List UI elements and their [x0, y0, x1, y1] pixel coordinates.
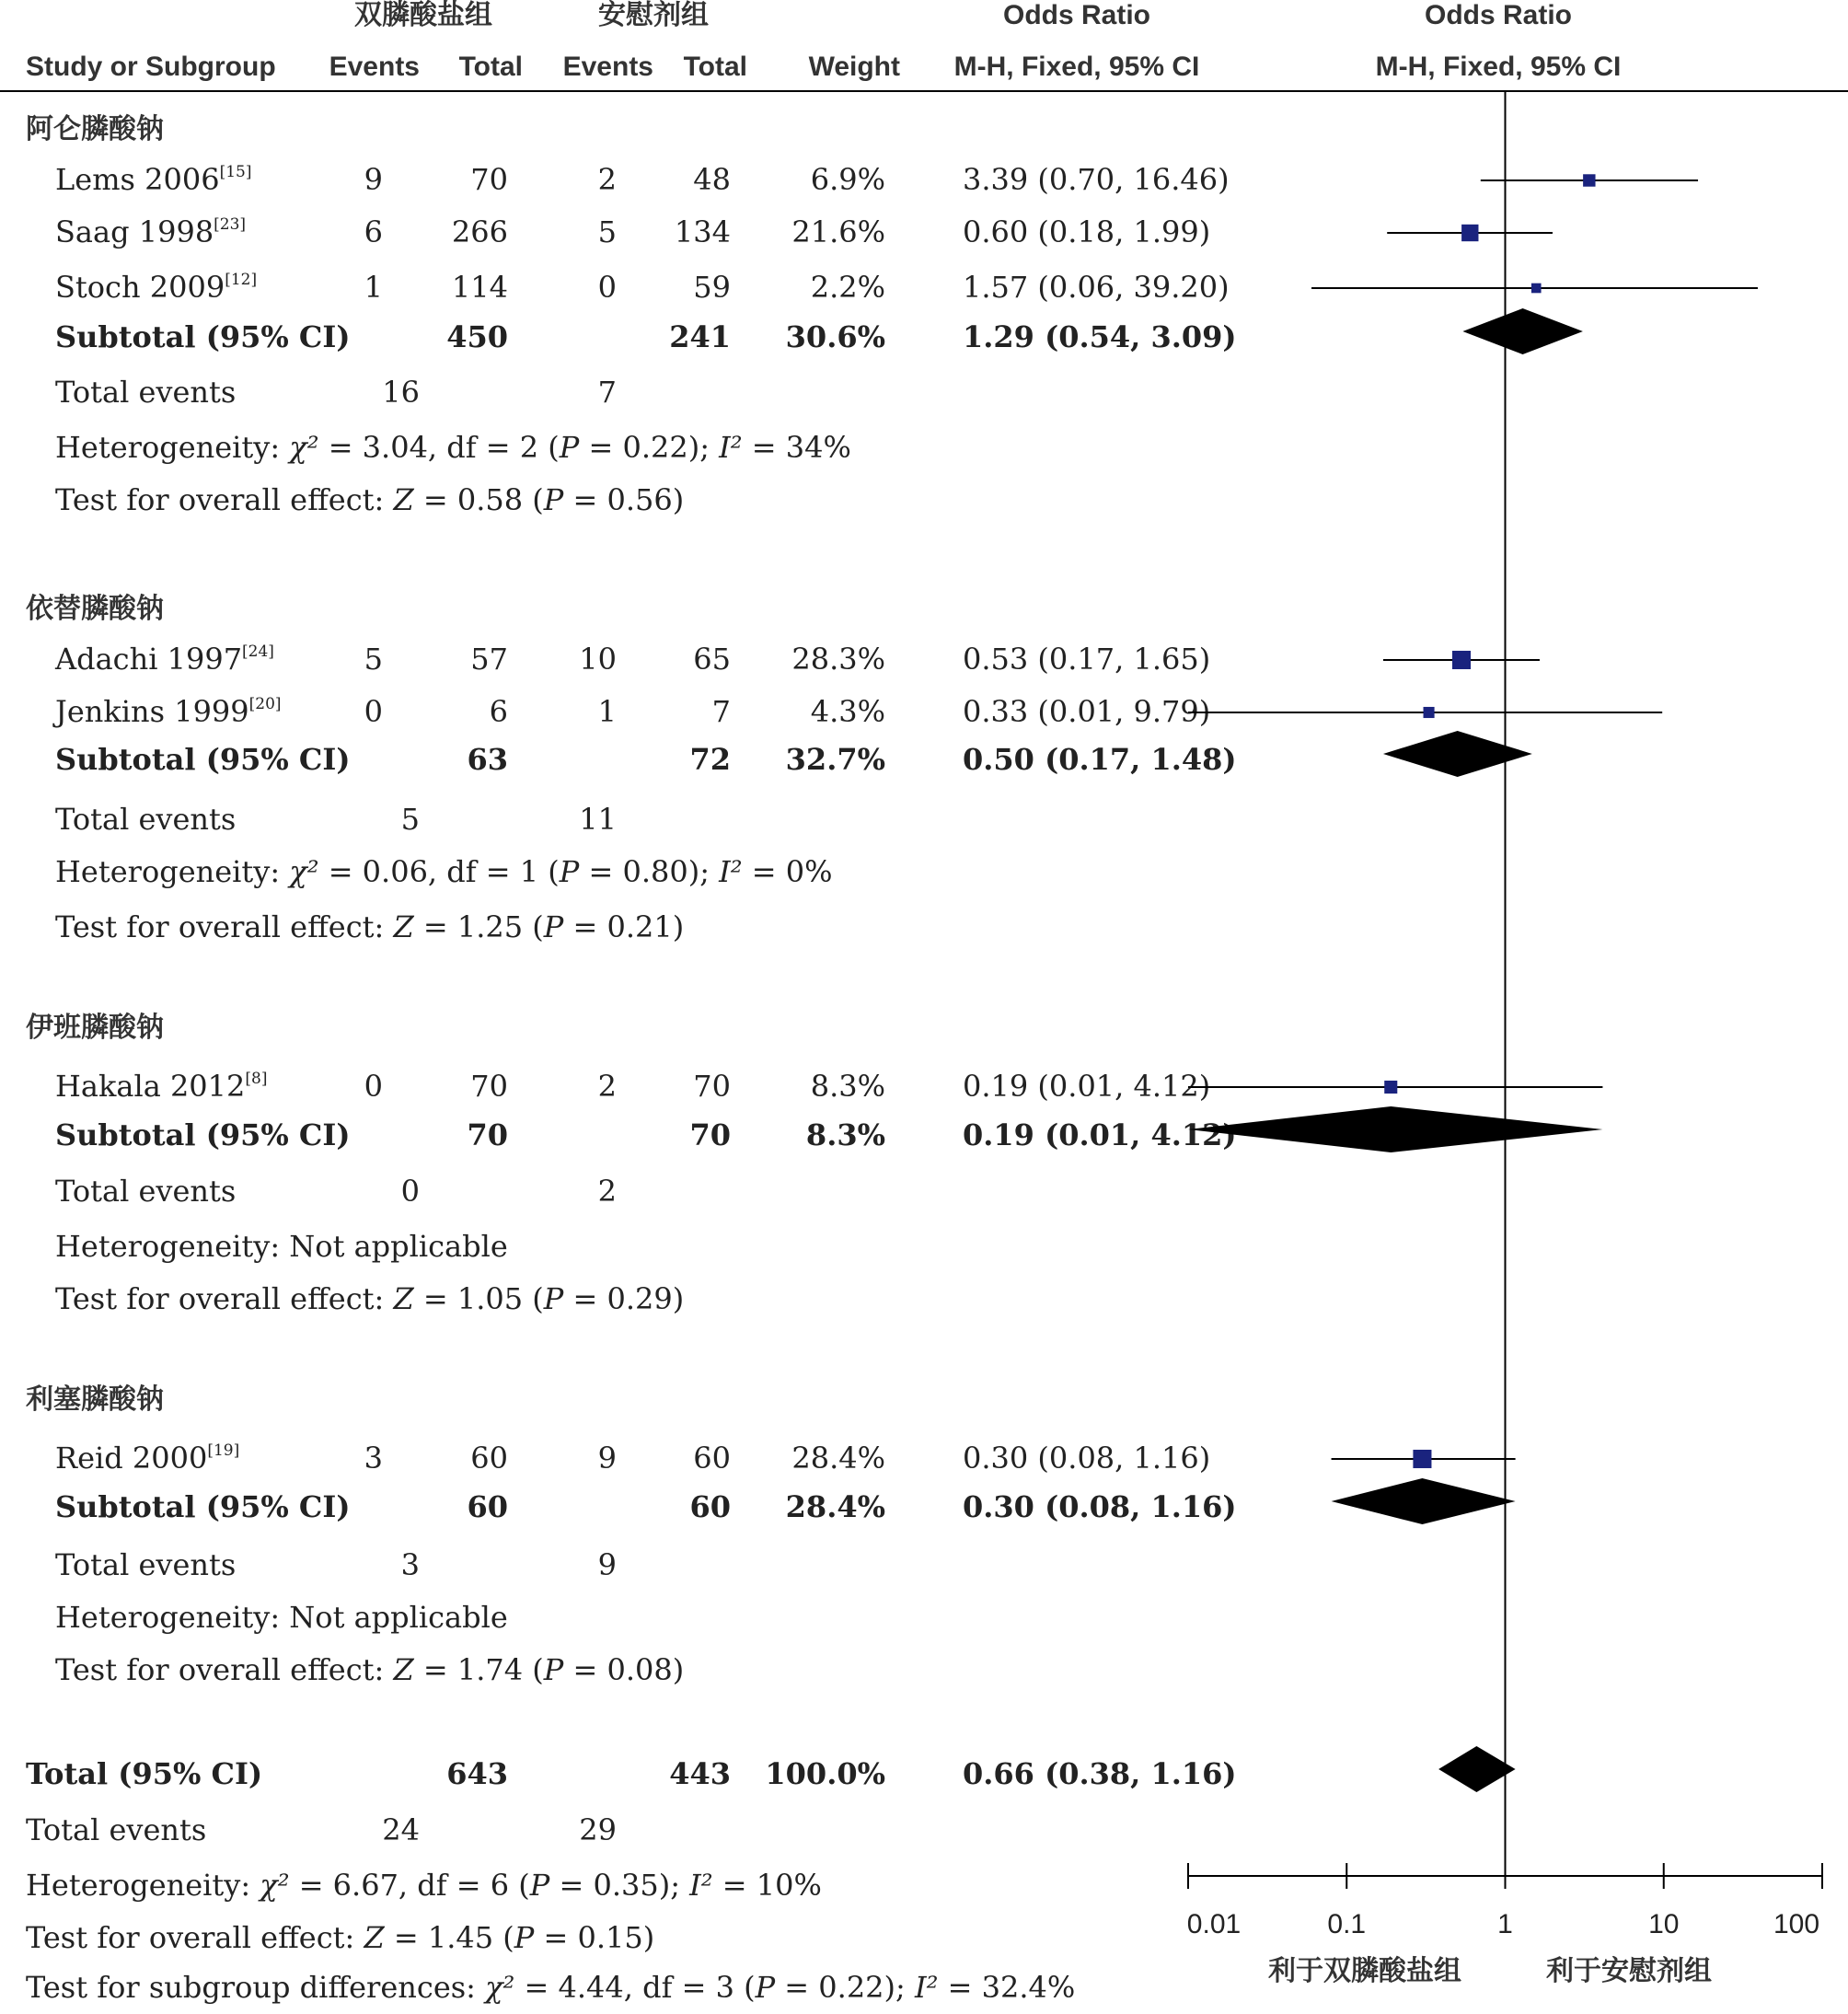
- axis-tick-label: 0.01: [1186, 1909, 1242, 1939]
- total-2: 60: [693, 1441, 731, 1476]
- overall-total-events-label: Total events: [26, 1812, 207, 1847]
- study-name: Saag 1998[23]: [55, 214, 247, 249]
- or-ci-text: 1.57 (0.06, 39.20): [963, 270, 1230, 305]
- study-reference: [19]: [207, 1441, 240, 1460]
- axis-tick-label: 0.1: [1327, 1909, 1367, 1939]
- events-2: 9: [597, 1441, 617, 1476]
- events-1: 6: [364, 214, 383, 249]
- subtotal-diamond: [1383, 731, 1532, 777]
- heterogeneity-text: Heterogeneity: Not applicable: [55, 1229, 508, 1264]
- subtotal-label: Subtotal (95% CI): [55, 1117, 351, 1152]
- heterogeneity-text: Heterogeneity: χ² = 3.04, df = 2 (P = 0.22); I² = 34%: [55, 430, 851, 465]
- subtotal-total-2: 241: [669, 319, 731, 354]
- total-events-1: 0: [400, 1174, 420, 1209]
- study-name: Reid 2000[19]: [55, 1441, 240, 1476]
- events-1: 9: [364, 162, 383, 197]
- events-2: 5: [597, 214, 617, 249]
- total-events-label: Total events: [55, 1547, 237, 1582]
- study-name: Jenkins 1999[20]: [55, 694, 282, 729]
- events-1: 0: [364, 694, 383, 729]
- total-events-label: Total events: [55, 375, 237, 410]
- total-1: 70: [470, 1069, 508, 1104]
- study-name: Stoch 2009[12]: [55, 270, 258, 305]
- study-reference: [20]: [248, 695, 282, 713]
- total-total-1: 643: [446, 1756, 508, 1791]
- overall-total-events-2: 29: [579, 1812, 617, 1847]
- overall-effect-text: Test for overall effect: Z = 0.58 (P = 0.56): [55, 482, 685, 517]
- subtotal-total-2: 60: [689, 1489, 731, 1524]
- study-col-header: Study or Subgroup: [26, 52, 276, 82]
- total-events-1: 16: [382, 375, 420, 410]
- group2-header: 安慰剂组: [598, 0, 709, 30]
- subtotal-weight: 30.6%: [785, 319, 885, 354]
- subtotal-or-ci: 0.50 (0.17, 1.48): [963, 742, 1237, 777]
- total-events-1: 5: [400, 802, 420, 837]
- total-1: 70: [470, 162, 508, 197]
- events1-header: Events: [329, 52, 420, 82]
- total-total-2: 443: [669, 1756, 731, 1791]
- events-1: 0: [364, 1069, 383, 1104]
- heterogeneity-text: Heterogeneity: χ² = 0.06, df = 1 (P = 0.80); I² = 0%: [55, 854, 833, 889]
- subgroup-differences: Test for subgroup differences: χ² = 4.44, df = 3 (P = 0.22); I² = 32.4%: [26, 1970, 1076, 2005]
- axis-tick-label: 100: [1773, 1909, 1820, 1939]
- subtotal-weight: 8.3%: [805, 1117, 885, 1152]
- total-1: 114: [451, 270, 508, 305]
- or-ci-text: 0.60 (0.18, 1.99): [963, 214, 1211, 249]
- subgroup-heading: 利塞膦酸钠: [26, 1384, 164, 1415]
- weight: 2.2%: [810, 270, 885, 305]
- subtotal-weight: 32.7%: [785, 742, 885, 777]
- subtotal-or-ci: 1.29 (0.54, 3.09): [963, 319, 1237, 354]
- weight: 6.9%: [810, 162, 885, 197]
- total1-header: Total: [458, 52, 523, 82]
- or-method-left: M-H, Fixed, 95% CI: [953, 52, 1200, 82]
- total-events-1: 3: [400, 1547, 420, 1582]
- total-events-2: 2: [597, 1174, 617, 1209]
- or-method-right: M-H, Fixed, 95% CI: [1375, 52, 1622, 82]
- events-2: 10: [579, 642, 617, 677]
- total-1: 266: [451, 214, 508, 249]
- study-box: [1452, 651, 1471, 669]
- overall-total-events-1: 24: [382, 1812, 420, 1847]
- events-2: 1: [597, 694, 617, 729]
- weight: 28.3%: [791, 642, 885, 677]
- subtotal-or-ci: 0.19 (0.01, 4.12): [963, 1117, 1237, 1152]
- subgroup-heading: 依替膦酸钠: [26, 594, 164, 624]
- total-weight: 100.0%: [765, 1756, 885, 1791]
- subtotal-label: Subtotal (95% CI): [55, 1489, 351, 1524]
- total-2: 134: [674, 214, 731, 249]
- subtotal-total-1: 63: [467, 742, 508, 777]
- total-2: 7: [711, 694, 731, 729]
- weight: 28.4%: [791, 1441, 885, 1476]
- subtotal-label: Subtotal (95% CI): [55, 742, 351, 777]
- or-ci-text: 0.19 (0.01, 4.12): [963, 1069, 1211, 1104]
- or-ci-text: 0.53 (0.17, 1.65): [963, 642, 1211, 677]
- total-events-2: 9: [597, 1547, 617, 1582]
- study-reference: [23]: [214, 215, 247, 234]
- group1-header: 双膦酸盐组: [354, 0, 492, 30]
- study-box: [1461, 225, 1478, 241]
- study-reference: [15]: [219, 163, 252, 181]
- overall-effect-text: Test for overall effect: Z = 1.05 (P = 0.29): [55, 1281, 685, 1316]
- weight-header: Weight: [808, 52, 900, 82]
- subtotal-total-1: 60: [467, 1489, 508, 1524]
- heterogeneity-text: Heterogeneity: Not applicable: [55, 1600, 508, 1635]
- study-box: [1424, 707, 1435, 718]
- subtotal-weight: 28.4%: [785, 1489, 885, 1524]
- axis-tick-label: 1: [1497, 1909, 1513, 1939]
- study-reference: [12]: [225, 271, 258, 289]
- weight: 4.3%: [810, 694, 885, 729]
- total-1: 60: [470, 1441, 508, 1476]
- total-events-2: 11: [579, 802, 617, 837]
- total-or-ci: 0.66 (0.38, 1.16): [963, 1756, 1237, 1791]
- events-2: 2: [597, 1069, 617, 1104]
- study-name: Adachi 1997[24]: [55, 642, 274, 677]
- total-2: 59: [693, 270, 731, 305]
- total-events-label: Total events: [55, 802, 237, 837]
- total-1: 57: [470, 642, 508, 677]
- total-2: 70: [693, 1069, 731, 1104]
- study-box: [1413, 1450, 1431, 1468]
- events-2: 0: [597, 270, 617, 305]
- total-1: 6: [489, 694, 508, 729]
- favours-left-label: 利于双膦酸盐组: [1268, 1956, 1461, 1986]
- total-events-2: 7: [597, 375, 617, 410]
- subgroup-heading: 阿仑膦酸钠: [26, 114, 164, 145]
- subtotal-label: Subtotal (95% CI): [55, 319, 351, 354]
- events-2: 2: [597, 162, 617, 197]
- subtotal-diamond: [1462, 308, 1582, 354]
- subtotal-diamond: [1332, 1478, 1516, 1524]
- study-box: [1531, 284, 1542, 294]
- or-title-right: Odds Ratio: [1424, 0, 1573, 30]
- subtotal-total-1: 450: [446, 319, 508, 354]
- study-box: [1583, 174, 1595, 186]
- overall-effect-text: Test for overall effect: Z = 1.74 (P = 0.08): [55, 1652, 685, 1687]
- or-ci-text: 0.30 (0.08, 1.16): [963, 1441, 1211, 1476]
- or-ci-text: 3.39 (0.70, 16.46): [963, 162, 1230, 197]
- axis-tick-label: 10: [1648, 1909, 1680, 1939]
- or-title-left: Odds Ratio: [1002, 0, 1151, 30]
- study-reference: [8]: [245, 1070, 268, 1088]
- or-ci-text: 0.33 (0.01, 9.79): [963, 694, 1211, 729]
- study-box: [1384, 1081, 1397, 1094]
- study-reference: [24]: [242, 642, 274, 661]
- study-name: Lems 2006[15]: [55, 162, 252, 197]
- total-label: Total (95% CI): [26, 1756, 263, 1791]
- overall-heterogeneity: Heterogeneity: χ² = 6.67, df = 6 (P = 0.35); I² = 10%: [26, 1868, 822, 1903]
- subtotal-total-2: 72: [689, 742, 731, 777]
- subgroup-heading: 伊班膦酸钠: [26, 1013, 164, 1043]
- overall-effect-text: Test for overall effect: Z = 1.25 (P = 0.21): [55, 909, 685, 944]
- subtotal-total-1: 70: [467, 1117, 508, 1152]
- total-diamond: [1438, 1746, 1515, 1792]
- events-1: 5: [364, 642, 383, 677]
- events-1: 3: [364, 1441, 383, 1476]
- subtotal-or-ci: 0.30 (0.08, 1.16): [963, 1489, 1237, 1524]
- weight: 8.3%: [810, 1069, 885, 1104]
- total-events-label: Total events: [55, 1174, 237, 1209]
- total-2: 48: [693, 162, 731, 197]
- events-1: 1: [364, 270, 383, 305]
- total-2: 65: [693, 642, 731, 677]
- subtotal-diamond: [1188, 1106, 1602, 1152]
- favours-right-label: 利于安慰剂组: [1546, 1956, 1712, 1986]
- subtotal-total-2: 70: [689, 1117, 731, 1152]
- total2-header: Total: [683, 52, 747, 82]
- events2-header: Events: [562, 52, 653, 82]
- weight: 21.6%: [791, 214, 885, 249]
- study-name: Hakala 2012[8]: [55, 1069, 268, 1104]
- overall-effect: Test for overall effect: Z = 1.45 (P = 0.15): [26, 1920, 655, 1955]
